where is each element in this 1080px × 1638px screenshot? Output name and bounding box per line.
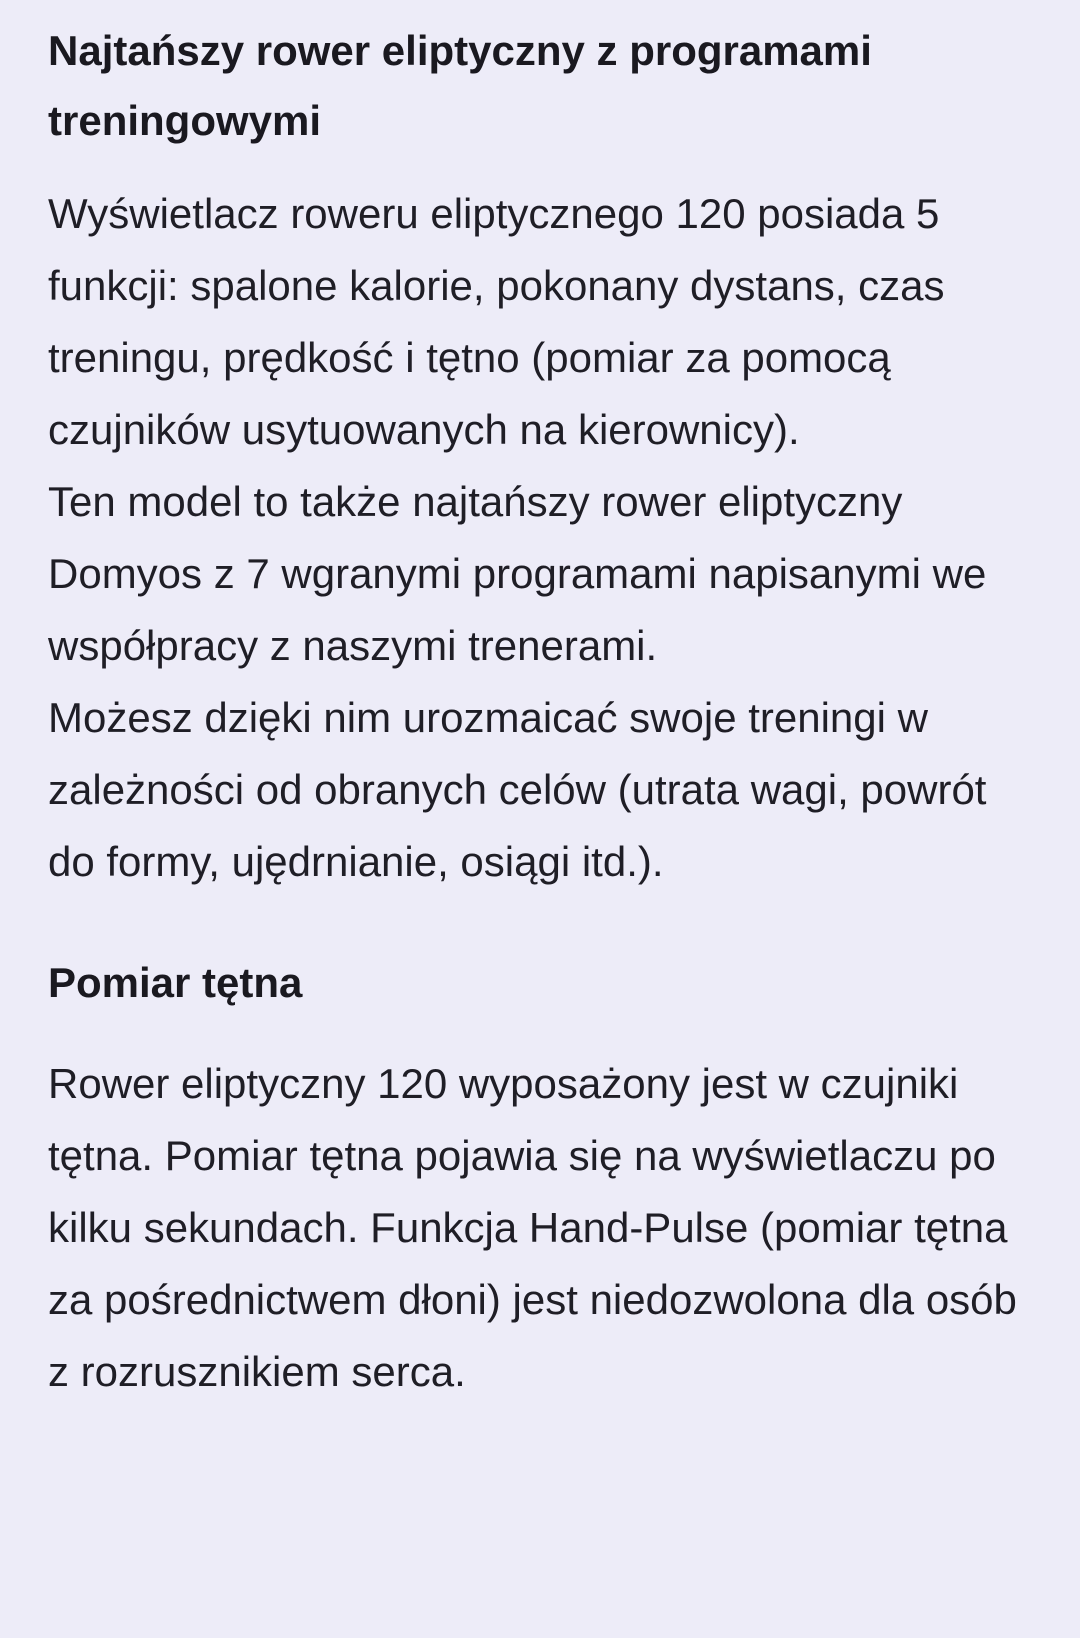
paragraph-training-programs: Ten model to także najtańszy rower eliptyczny Domyos z 7 wgranymi programami napisanymi we współpracy z naszymi trenerami. bbox=[48, 478, 987, 669]
paragraph-heart-rate-sensors: Rower eliptyczny 120 wyposażony jest w czujniki tętna. Pomiar tętna pojawia się na wyświetlaczu po kilku sekundach. Funkcja Hand-Pulse (pomiar tętna za pośrednictwem dłoni) jest niedozwolona dla osób z rozrusznikiem serca. bbox=[48, 1060, 1017, 1395]
section-heading-cheapest-elliptical: Najtańszy rower eliptyczny z programami treningowymi bbox=[48, 27, 872, 144]
section-body-display-programs bbox=[48, 178, 1040, 898]
paragraph-display-functions: Wyświetlacz roweru eliptycznego 120 posiada 5 funkcji: spalone kalorie, pokonany dystans, czas treningu, prędkość i tętno (pomiar za pomocą czujników usytuowanych na kierownicy). bbox=[48, 190, 945, 453]
section-heading-heart-rate: Pomiar tętna bbox=[48, 959, 303, 1006]
section-body-heart-rate bbox=[48, 1048, 1040, 1408]
paragraph-training-goals: Możesz dzięki nim urozmaicać swoje treningi w zależności od obranych celów (utrata wagi, powrót do formy, ujędrnianie, osiągi itd.). bbox=[48, 694, 987, 885]
